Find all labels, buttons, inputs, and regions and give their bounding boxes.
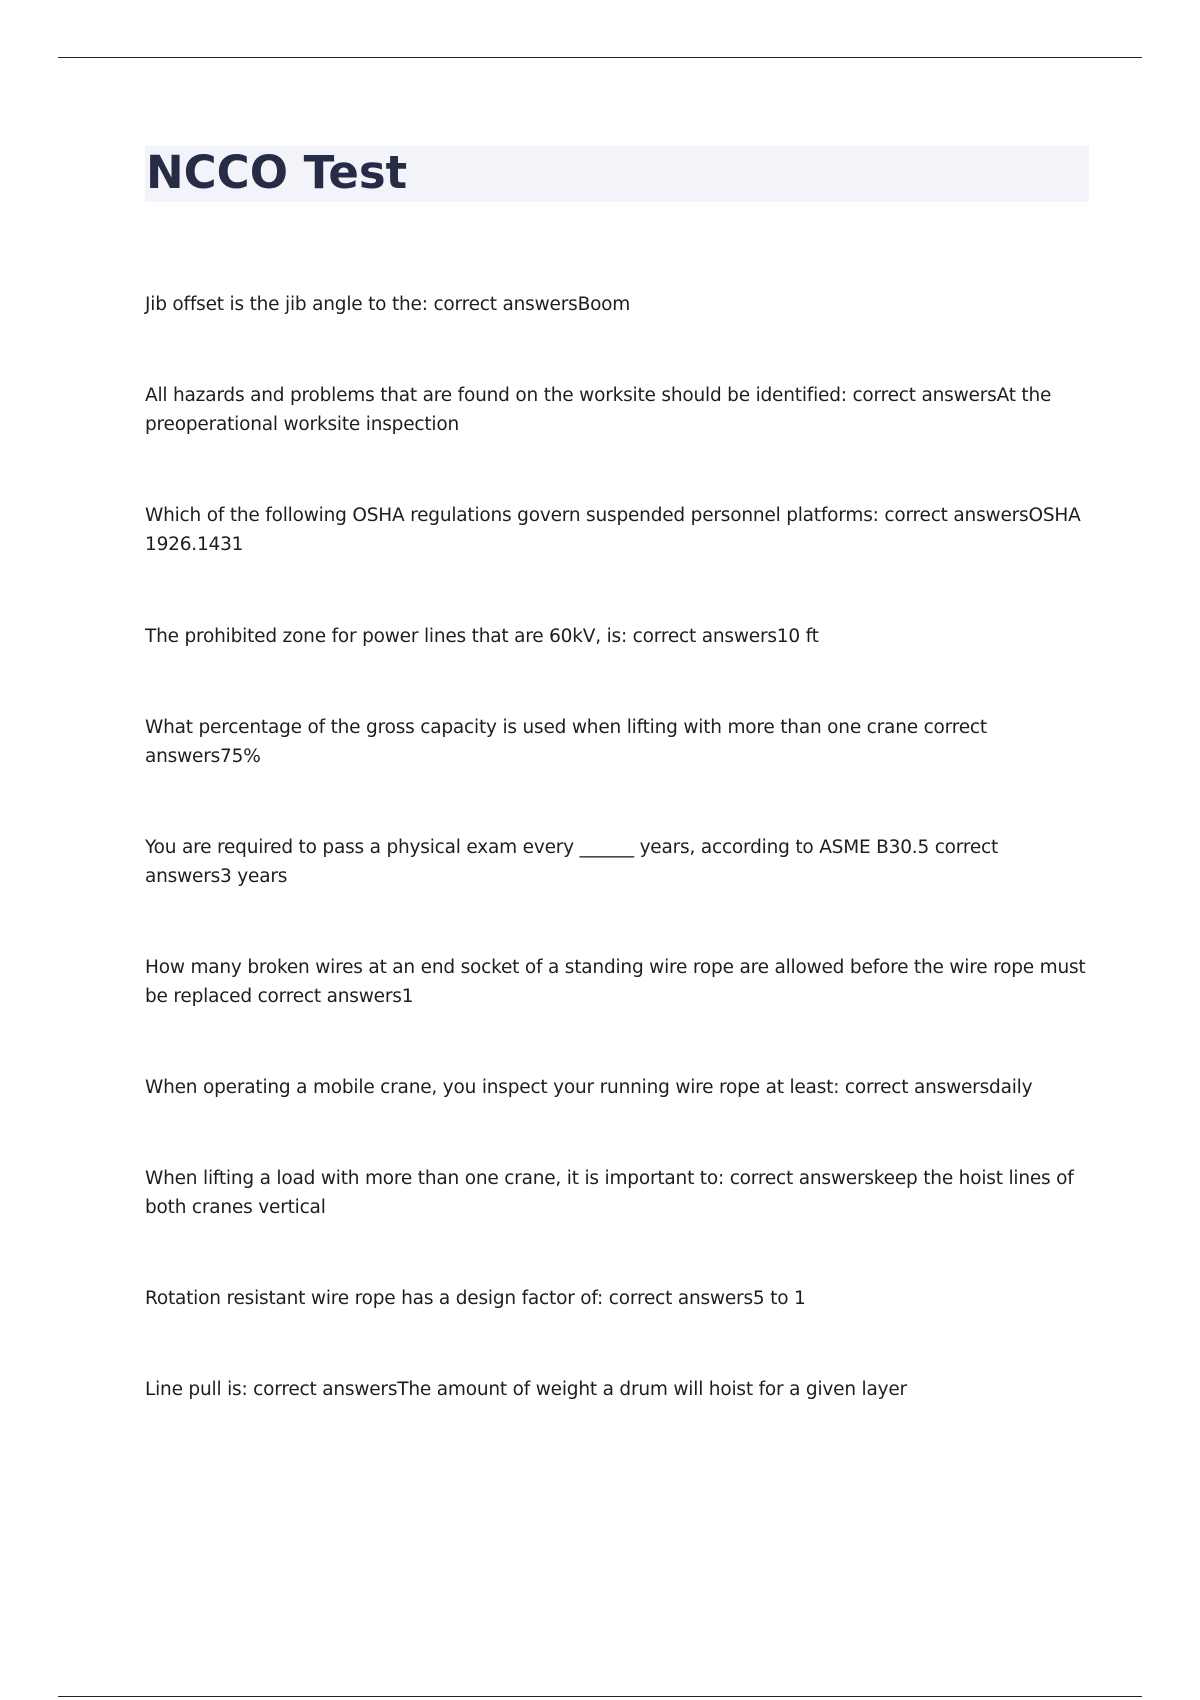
question-item: Which of the following OSHA regulations govern suspended personnel platforms: correct answersOSHA 1926.1431 [145,505,1081,555]
question-item: What percentage of the gross capacity is used when lifting with more than one crane correct answers75% [145,717,987,767]
document-title: NCCO Test [146,146,408,199]
question-item: When lifting a load with more than one crane, it is important to: correct answerskeep the hoist lines of both cranes vertical [145,1168,1074,1218]
top-rule [58,57,1142,58]
bottom-rule [58,1696,1142,1697]
question-item: All hazards and problems that are found on the worksite should be identified: correct answersAt the preoperational worksite inspection [145,385,1052,435]
question-item: When operating a mobile crane, you inspect your running wire rope at least: correct answersdaily [145,1077,1033,1098]
question-item: Jib offset is the jib angle to the: correct answersBoom [145,294,631,315]
question-item: Line pull is: correct answersThe amount of weight a drum will hoist for a given layer [145,1379,907,1400]
question-item: The prohibited zone for power lines that are 60kV, is: correct answers10 ft [145,626,819,647]
question-item: Rotation resistant wire rope has a design factor of: correct answers5 to 1 [145,1288,806,1309]
question-item: You are required to pass a physical exam every ______ years, according to ASME B30.5 correct answers3 years [145,837,999,887]
question-item: How many broken wires at an end socket of a standing wire rope are allowed before the wire rope must be replaced correct answers1 [145,957,1086,1007]
